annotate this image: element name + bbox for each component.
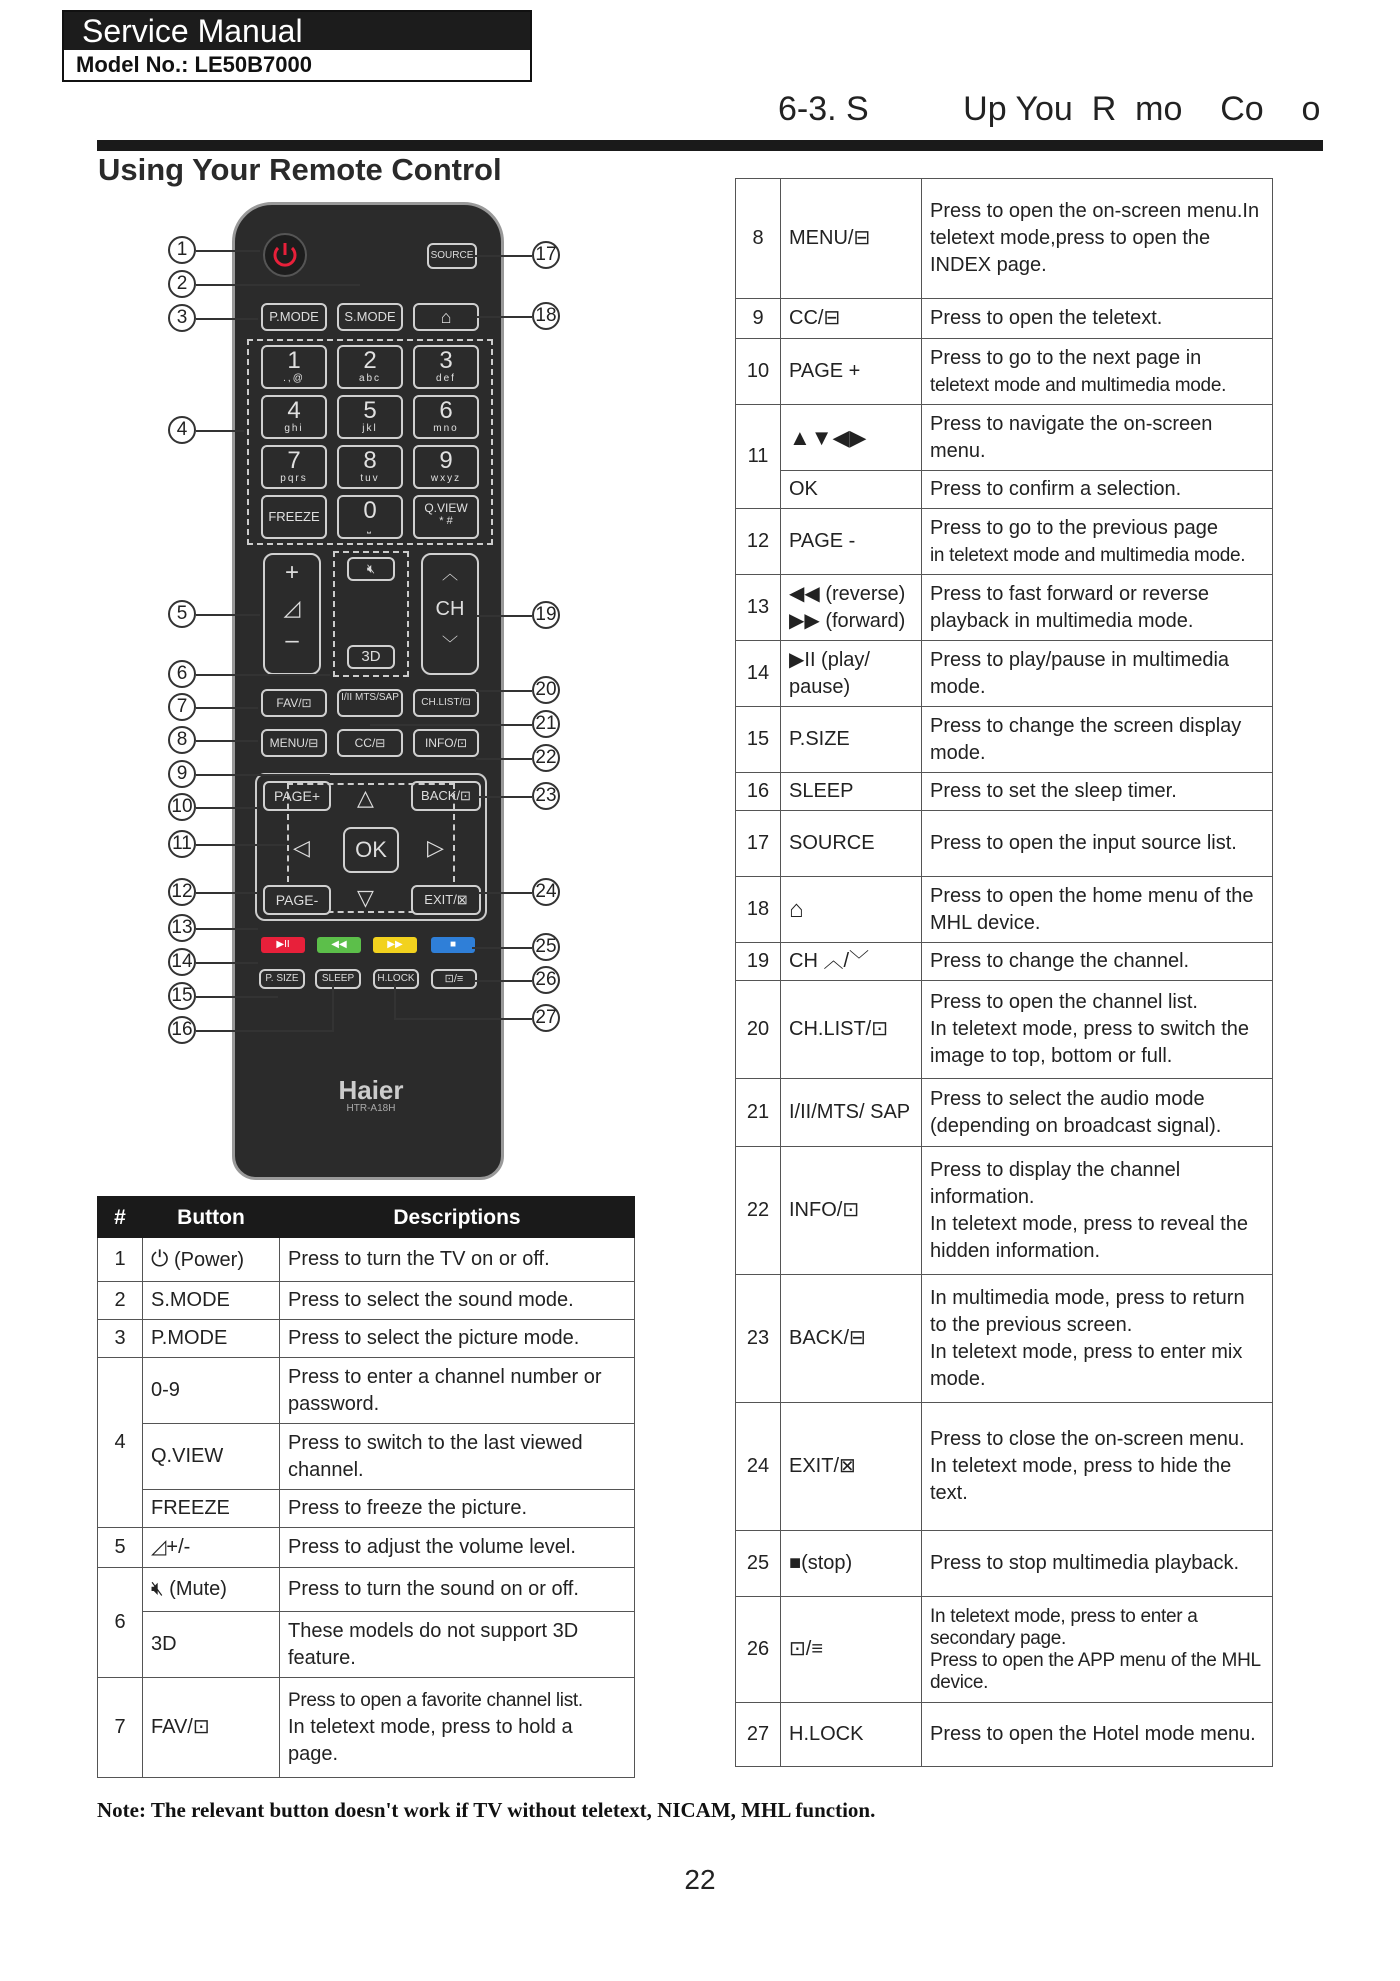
exit-icon: ⊠ xyxy=(839,1455,856,1477)
mute-icon: 🔇︎ xyxy=(347,557,395,581)
channel-down-icon: ﹀ xyxy=(441,636,458,653)
app-menu-icon: ⊡/≡ xyxy=(781,1597,922,1703)
menu-icon: ⊟ xyxy=(853,227,871,249)
manual-header xyxy=(62,10,532,82)
callout-18: 18 xyxy=(532,302,560,330)
callout-line xyxy=(370,724,532,726)
callout-line xyxy=(196,774,330,776)
buttons-table-right xyxy=(735,178,1273,1767)
right-arrow-icon: ▷ xyxy=(427,835,444,860)
page-number: 22 xyxy=(684,1864,716,1895)
table-row: 3D These models do not support 3D feature. xyxy=(98,1612,635,1678)
buttons-table-left xyxy=(97,1196,635,1778)
table-row: Q.VIEW Press to switch to the last viewed channel. xyxy=(98,1424,635,1490)
mts-button: I/II MTS/SAP xyxy=(337,689,403,717)
table-row: 4 0-9 Press to enter a channel number or password. xyxy=(98,1358,635,1424)
table-row: 26 ⊡/≡ In teletext mode, press to enter a secondary page. Press to open the APP menu of the MHL device. xyxy=(736,1597,1273,1703)
callout-line xyxy=(478,796,532,798)
callout-line xyxy=(196,430,244,432)
callout-23: 23 xyxy=(532,782,560,810)
table-row: 24 EXIT/⊠ Press to close the on-screen menu. In teletext mode, press to hide the text. xyxy=(736,1403,1273,1531)
power-icon: ⏻ xyxy=(151,1246,169,1271)
callout-line xyxy=(196,614,260,616)
left-arrow-icon: ◁ xyxy=(293,835,310,860)
callout-line xyxy=(196,740,258,742)
channel-list-icon: ⊡ xyxy=(871,1018,889,1040)
table-row: 8 MENU/⊟ Press to open the on-screen menu.In teletext mode,press to open the INDEX page. xyxy=(736,179,1273,299)
callout-7: 7 xyxy=(168,693,196,721)
table-row: 21 I/II/MTS/ SAP Press to select the audio mode (depending on broadcast signal). xyxy=(736,1079,1273,1147)
psize-button: P. SIZE xyxy=(259,969,305,989)
power-icon xyxy=(263,233,307,277)
callout-17: 17 xyxy=(532,241,560,269)
callout-line xyxy=(474,980,532,982)
channel-label: CH xyxy=(435,598,465,620)
callout-3: 3 xyxy=(168,304,196,332)
callout-24: 24 xyxy=(532,878,560,906)
info-icon: ⊡ xyxy=(842,1199,860,1221)
callout-2: 2 xyxy=(168,270,196,298)
callout-line xyxy=(196,250,260,252)
page-down-button: PAGE- xyxy=(263,885,331,915)
mute-icon: 🔇︎ xyxy=(151,1578,164,1600)
model-label: Model No.: LE50B7000 xyxy=(76,52,312,77)
callout-line xyxy=(196,928,258,930)
callout-line xyxy=(196,996,278,998)
title-rule xyxy=(97,140,1323,151)
callout-1: 1 xyxy=(168,236,196,264)
table-row: 12 PAGE - Press to go to the previous page in teletext mode and multimedia mode. xyxy=(736,509,1273,575)
callout-line xyxy=(478,892,532,894)
volume-icon: ◿ xyxy=(283,595,301,620)
manual-label: Service Manual xyxy=(64,12,530,50)
key-1: 1 .,@ xyxy=(261,345,327,389)
key-2: 2 abc xyxy=(337,345,403,389)
back-icon: ⊟ xyxy=(849,1327,866,1349)
callout-line xyxy=(476,316,532,318)
callout-25: 25 xyxy=(532,933,560,961)
callout-15: 15 xyxy=(168,982,196,1010)
table-row: 14 ▶II (play/ pause) Press to play/pause in multimedia mode. xyxy=(736,641,1273,707)
key-9: 9 wxyz xyxy=(413,445,479,489)
table-row: FREEZE Press to freeze the picture. xyxy=(98,1490,635,1528)
callout-line xyxy=(472,947,532,949)
callout-4: 4 xyxy=(168,416,196,444)
callout-10: 10 xyxy=(168,793,196,821)
menu-button: MENU/⊟ xyxy=(261,729,327,757)
channel-up-icon: ︿ xyxy=(441,566,458,583)
callout-line xyxy=(196,962,258,964)
callout-11: 11 xyxy=(168,830,196,858)
key-5: 5 jkl xyxy=(337,395,403,439)
3d-button: 3D xyxy=(347,645,395,669)
callout-26: 26 xyxy=(532,966,560,994)
page-up-button: PAGE+ xyxy=(263,781,331,811)
callout-12: 12 xyxy=(168,878,196,906)
callout-20: 20 xyxy=(532,676,560,704)
page-subtitle: Using Your Remote Control xyxy=(98,152,502,187)
remote-model: HTR-A18H xyxy=(346,1103,396,1114)
source-button: SOURCE xyxy=(427,243,477,269)
table-row: 20 CH.LIST/⊡ Press to open the channel list. In teletext mode, press to switch the image to top, bottom or full. xyxy=(736,981,1273,1079)
table-row: 13 ◀◀ (reverse) ▶▶ (forward) Press to fast forward or reverse playback in multimedia mode. xyxy=(736,575,1273,641)
key-4: 4 ghi xyxy=(261,395,327,439)
up-arrow-icon: △ xyxy=(357,785,374,810)
exit-button: EXIT/⊠ xyxy=(411,885,481,915)
callout-line xyxy=(196,318,258,320)
blue-stop-button: ■ xyxy=(431,937,475,953)
callout-9: 9 xyxy=(168,760,196,788)
table-row: 25 ■(stop) Press to stop multimedia playback. xyxy=(736,1531,1273,1597)
table-header-row xyxy=(98,1197,635,1238)
callout-22: 22 xyxy=(532,744,560,772)
callout-line xyxy=(196,807,258,809)
footnote: Note: The relevant button doesn't work if TV without teletext, NICAM, MHL function. xyxy=(97,1798,876,1822)
callout-line xyxy=(196,892,258,894)
col-button: Button xyxy=(143,1197,280,1238)
table-row: 22 INFO/⊡ Press to display the channel information. In teletext mode, press to reveal the hidden information. xyxy=(736,1147,1273,1275)
callout-19: 19 xyxy=(532,601,560,629)
ok-button: OK xyxy=(343,827,399,873)
smode-button: S.MODE xyxy=(337,303,403,331)
hlock-button: H.LOCK xyxy=(373,969,419,989)
remote-illustration xyxy=(232,202,504,1180)
sleep-button: SLEEP xyxy=(315,969,361,989)
teletext-icon: ⊟ xyxy=(823,307,841,329)
section-title: 6-3. S Up You R mo Co o xyxy=(778,90,1321,128)
freeze-button: FREEZE xyxy=(261,495,327,539)
callout-line xyxy=(476,615,532,617)
volume-icon: ◿ xyxy=(151,1536,167,1558)
table-row: 15 P.SIZE Press to change the screen display mode. xyxy=(736,707,1273,773)
callout-6: 6 xyxy=(168,660,196,688)
table-row: 18 ⌂ Press to open the home menu of the MHL device. xyxy=(736,877,1273,943)
callout-21: 21 xyxy=(532,710,560,738)
table-row: 9 CC/⊟ Press to open the teletext. xyxy=(736,299,1273,339)
table-row: 1 ⏻ (Power) Press to turn the TV on or off. xyxy=(98,1238,635,1282)
callout-line xyxy=(474,255,532,257)
arrow-keys-icon: ▲▼◀▶ xyxy=(781,405,922,471)
callout-line xyxy=(394,1018,532,1020)
callout-5: 5 xyxy=(168,600,196,628)
volume-up-icon: + xyxy=(284,559,299,586)
volume-down-icon: – xyxy=(285,627,299,654)
table-row: 10 PAGE + Press to go to the next page in teletext mode and multimedia mode. xyxy=(736,339,1273,405)
table-row: 6 🔇︎ (Mute) Press to turn the sound on or off. xyxy=(98,1568,635,1612)
table-row: OK Press to confirm a selection. xyxy=(736,471,1273,509)
callout-27: 27 xyxy=(532,1004,560,1032)
cc-button: CC/⊟ xyxy=(337,729,403,757)
table-row: 19 CH ︿/﹀ Press to change the channel. xyxy=(736,943,1273,981)
table-row: 3 P.MODE Press to select the picture mode. xyxy=(98,1320,635,1358)
back-button: BACK/⊡ xyxy=(411,781,481,811)
app-menu-button: ⊡/≡ xyxy=(431,969,477,989)
home-icon: ⌂ xyxy=(413,303,479,331)
key-3: 3 def xyxy=(413,345,479,389)
col-descriptions: Descriptions xyxy=(280,1197,635,1238)
chlist-button: CH.LIST/⊡ xyxy=(413,689,479,717)
callout-13: 13 xyxy=(168,914,196,942)
key-6: 6 mno xyxy=(413,395,479,439)
callout-line xyxy=(476,758,532,760)
col-number: # xyxy=(98,1197,143,1238)
brand-logo: Haier xyxy=(338,1075,404,1105)
key-7: 7 pqrs xyxy=(261,445,327,489)
callout-line xyxy=(196,674,330,676)
table-row: 7 FAV/⊡ Press to open a favorite channel list. In teletext mode, press to hold a page. xyxy=(98,1678,635,1778)
callout-line xyxy=(196,707,258,709)
yellow-forward-button: ▶▶ xyxy=(373,937,417,953)
green-reverse-button: ◀◀ xyxy=(317,937,361,953)
down-arrow-icon: ▽ xyxy=(357,885,374,910)
callout-line xyxy=(332,984,334,1032)
home-icon: ⌂ xyxy=(781,877,922,943)
key-8: 8 tuv xyxy=(337,445,403,489)
channel-rocker xyxy=(421,553,479,675)
table-row: 5 ◿+/- Press to adjust the volume level. xyxy=(98,1528,635,1568)
table-row: 11 ▲▼◀▶ Press to navigate the on-screen menu. xyxy=(736,405,1273,471)
callout-14: 14 xyxy=(168,948,196,976)
pmode-button: P.MODE xyxy=(261,303,327,331)
callout-line xyxy=(476,690,532,692)
table-row: 2 S.MODE Press to select the sound mode. xyxy=(98,1282,635,1320)
table-row: 23 BACK/⊟ In multimedia mode, press to return to the previous screen. In teletext mode, press to enter mix mode. xyxy=(736,1275,1273,1403)
callout-16: 16 xyxy=(168,1016,196,1044)
qview-button: Q.VIEW * # xyxy=(413,495,479,539)
red-play-button: ▶II xyxy=(261,937,305,953)
info-button: INFO/⊡ xyxy=(413,729,479,757)
callout-line xyxy=(196,844,286,846)
callout-8: 8 xyxy=(168,726,196,754)
callout-line xyxy=(196,284,360,286)
favorite-icon: ⊡ xyxy=(192,1716,210,1738)
table-row: 27 H.LOCK Press to open the Hotel mode menu. xyxy=(736,1703,1273,1767)
volume-rocker xyxy=(263,553,321,675)
callout-line xyxy=(196,1030,334,1032)
callout-line xyxy=(394,984,396,1020)
fav-button: FAV/⊡ xyxy=(261,689,327,717)
table-row: 16 SLEEP Press to set the sleep timer. xyxy=(736,773,1273,811)
table-row: 17 SOURCE Press to open the input source list. xyxy=(736,811,1273,877)
key-0: 0 ⎵ xyxy=(337,495,403,539)
